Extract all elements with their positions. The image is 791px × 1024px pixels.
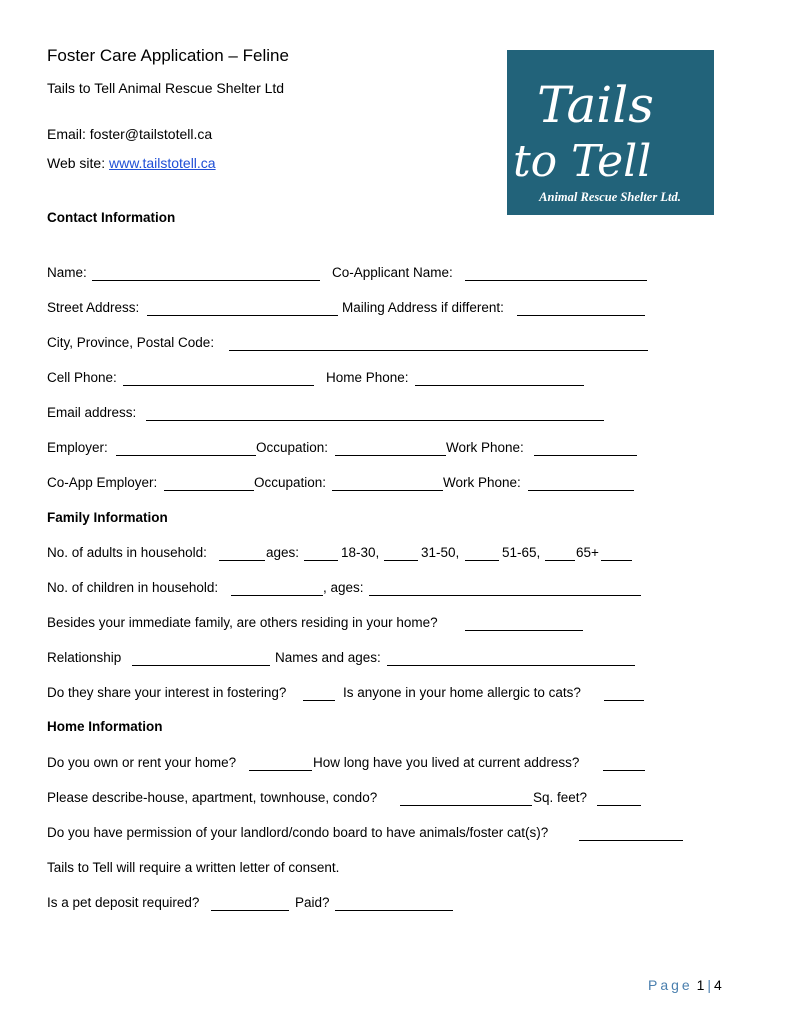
page-number: 1 <box>696 977 705 993</box>
co-app-occupation-field[interactable] <box>332 490 443 491</box>
allergic-label: Is anyone in your home allergic to cats? <box>343 685 581 700</box>
website-link[interactable]: www.tailstotell.ca <box>109 155 216 171</box>
age-18-30-field[interactable] <box>304 560 338 561</box>
co-app-occupation-label: Occupation: <box>254 475 327 490</box>
paid-field[interactable] <box>335 910 453 911</box>
mailing-address-field[interactable] <box>517 315 645 316</box>
permission-label: Do you have permission of your landlord/condo board to have animals/foster cat(s)? <box>47 825 549 840</box>
children-ages-label: , ages: <box>323 580 364 595</box>
names-ages-label: Names and ages: <box>275 650 381 665</box>
document-title: Foster Care Application – Feline <box>47 46 289 65</box>
employer-field[interactable] <box>116 455 256 456</box>
tails-to-tell-logo <box>507 50 714 215</box>
page-footer <box>648 977 722 993</box>
home-phone-field[interactable] <box>415 385 584 386</box>
page-label: Page <box>648 977 693 993</box>
name-field[interactable] <box>92 280 320 281</box>
co-app-work-phone-label: Work Phone: <box>443 475 521 490</box>
share-interest-label: Do they share your interest in fostering? <box>47 685 287 700</box>
consent-note: Tails to Tell will require a written letter of consent. <box>47 860 340 875</box>
street-address-field[interactable] <box>147 315 338 316</box>
adults-label: No. of adults in household: <box>47 545 207 560</box>
city-province-label: City, Province, Postal Code: <box>47 335 215 350</box>
co-app-employer-label: Co-App Employer: <box>47 475 158 490</box>
cell-phone-field[interactable] <box>123 385 314 386</box>
co-app-employer-field[interactable] <box>164 490 254 491</box>
allergic-field[interactable] <box>604 700 644 701</box>
paid-label: Paid? <box>295 895 330 910</box>
share-interest-field[interactable] <box>303 700 335 701</box>
contact-email: Email: foster@tailstotell.ca <box>47 126 213 142</box>
others-residing-label: Besides your immediate family, are others residing in your home? <box>47 615 438 630</box>
own-rent-field[interactable] <box>249 770 312 771</box>
age-65-plus-label: 65+ <box>576 545 599 560</box>
how-long-field[interactable] <box>603 770 645 771</box>
name-label: Name: <box>47 265 87 280</box>
page-separator: | <box>707 977 712 993</box>
logo-line1: Tails <box>537 76 654 134</box>
street-address-label: Street Address: <box>47 300 140 315</box>
co-applicant-name-field[interactable] <box>465 280 647 281</box>
co-app-work-phone-field[interactable] <box>528 490 634 491</box>
section-family-information: Family Information <box>47 510 168 525</box>
home-phone-label: Home Phone: <box>326 370 409 385</box>
work-phone-field[interactable] <box>534 455 637 456</box>
cell-phone-label: Cell Phone: <box>47 370 117 385</box>
how-long-label: How long have you lived at current address? <box>313 755 580 770</box>
sq-feet-field[interactable] <box>597 805 641 806</box>
age-51-65-label: 51-65, <box>502 545 541 560</box>
total-pages: 4 <box>714 977 722 993</box>
logo-tagline: Animal Rescue Shelter Ltd. <box>539 190 681 204</box>
work-phone-label: Work Phone: <box>446 440 524 455</box>
children-label: No. of children in household: <box>47 580 219 595</box>
children-field[interactable] <box>231 595 323 596</box>
age-18-30-label: 18-30, <box>341 545 380 560</box>
adults-field[interactable] <box>219 560 265 561</box>
email-address-label: Email address: <box>47 405 137 420</box>
pet-deposit-label: Is a pet deposit required? <box>47 895 200 910</box>
occupation-field[interactable] <box>335 455 446 456</box>
mailing-address-label: Mailing Address if different: <box>342 300 504 315</box>
age-65-plus-field[interactable] <box>601 560 632 561</box>
sq-feet-label: Sq. feet? <box>533 790 588 805</box>
relationship-field[interactable] <box>132 665 270 666</box>
children-ages-field[interactable] <box>369 595 641 596</box>
age-51-65-field[interactable] <box>465 560 499 561</box>
relationship-label: Relationship <box>47 650 122 665</box>
employer-label: Employer: <box>47 440 108 455</box>
logo-line2: to Tell <box>513 136 652 187</box>
names-ages-field[interactable] <box>387 665 635 666</box>
section-contact-information: Contact Information <box>47 210 176 225</box>
website-line <box>47 155 216 171</box>
describe-house-field[interactable] <box>400 805 532 806</box>
others-residing-field[interactable] <box>465 630 583 631</box>
describe-house-label: Please describe-house, apartment, townhouse, condo? <box>47 790 378 805</box>
section-home-information: Home Information <box>47 719 163 734</box>
organization-name: Tails to Tell Animal Rescue Shelter Ltd <box>47 80 285 96</box>
age-31-50-field[interactable] <box>384 560 418 561</box>
city-province-field[interactable] <box>229 350 648 351</box>
email-address-field[interactable] <box>146 420 604 421</box>
occupation-label: Occupation: <box>256 440 329 455</box>
pet-deposit-field[interactable] <box>211 910 289 911</box>
ages-label: ages: <box>266 545 300 560</box>
co-applicant-name-label: Co-Applicant Name: <box>332 265 453 280</box>
age-65-plus-prefix-field[interactable] <box>545 560 575 561</box>
age-31-50-label: 31-50, <box>421 545 460 560</box>
own-rent-label: Do you own or rent your home? <box>47 755 237 770</box>
website-label: Web site: <box>47 155 109 171</box>
permission-field[interactable] <box>579 840 683 841</box>
